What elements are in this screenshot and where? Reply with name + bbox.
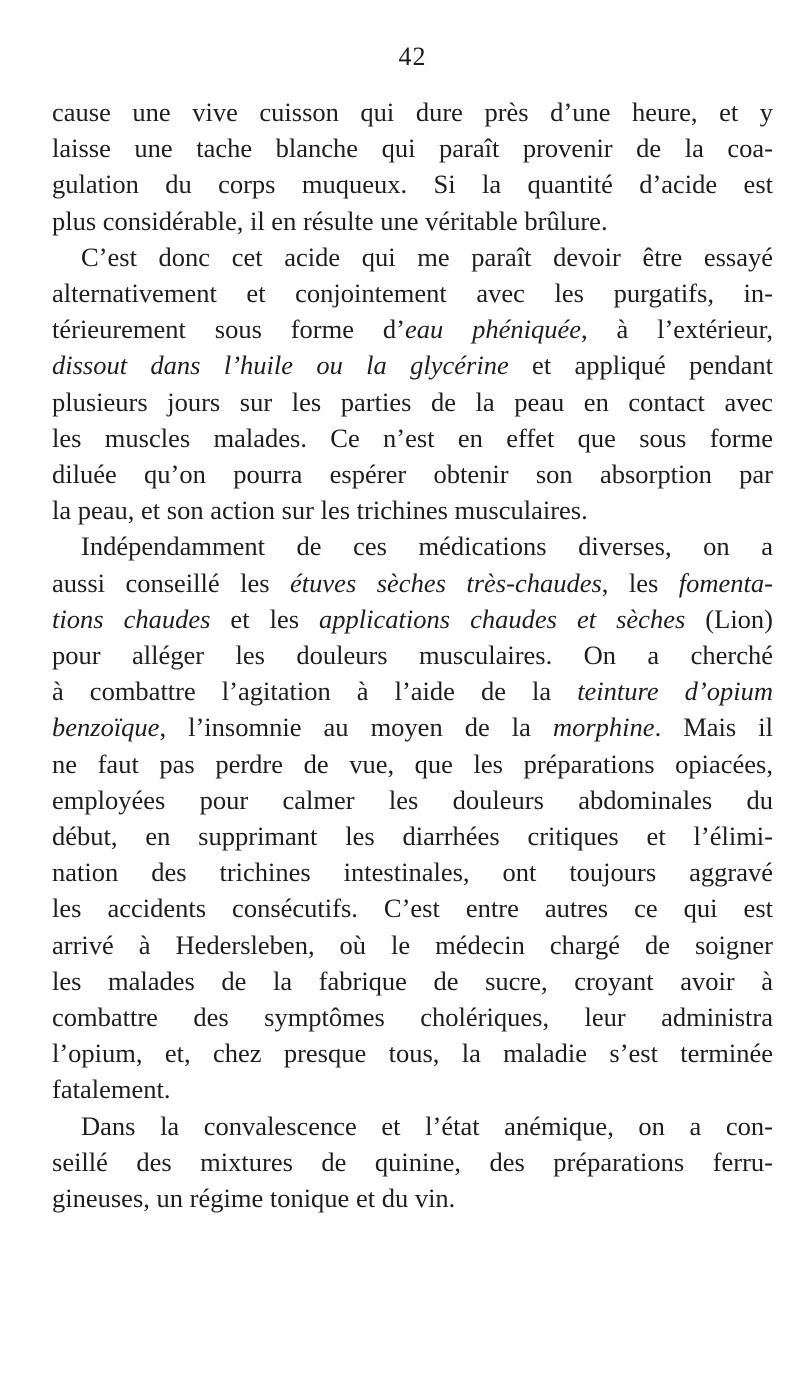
- page-number: 42: [398, 42, 427, 71]
- text-line: [52, 709, 773, 745]
- text-line: [52, 999, 773, 1035]
- text-segment: cause une vive cuisson qui dure près d’une heure, et y: [52, 97, 773, 127]
- italic-text: fomenta-: [678, 567, 773, 598]
- text-line: [52, 637, 773, 673]
- text-segment: C’est donc cet acide qui me paraît devoir être essayé: [81, 241, 773, 272]
- text-segment: . Mais il: [654, 712, 774, 743]
- italic-text: teinture d’opium: [577, 676, 774, 707]
- text-line: [52, 927, 773, 963]
- text-segment: les accidents consécutifs. C’est entre autres ce qui est: [52, 893, 773, 924]
- text-segment: les malades de la fabrique de sucre, croyant avoir à: [52, 965, 773, 996]
- text-segment: fatalement.: [52, 1074, 171, 1105]
- text-segment: , à l’extérieur,: [580, 314, 773, 345]
- italic-text: tions chaudes: [52, 603, 211, 634]
- text-line: [52, 456, 773, 492]
- text-line: [52, 311, 773, 347]
- text-segment: pour alléger les douleurs musculaires. On a cherché: [52, 640, 773, 671]
- text-line: [52, 384, 773, 420]
- text-line: [52, 854, 773, 890]
- text-line: [52, 746, 773, 782]
- text-segment: et appliqué pendant: [508, 350, 773, 381]
- text-line: [52, 601, 773, 637]
- text-segment: les muscles malades. Ce n’est en effet que sous forme: [52, 422, 773, 453]
- text-segment: alternativement et conjointement avec les purgatifs, in-: [52, 278, 773, 309]
- text-line: [52, 492, 773, 528]
- text-segment: (Lion): [685, 603, 774, 634]
- italic-text: étuves sèches très-chaudes: [290, 567, 602, 598]
- text-segment: l’opium, et, chez presque tous, la maladie s’est terminée: [52, 1038, 773, 1069]
- text-segment: térieurement sous forme d’: [52, 314, 405, 345]
- text-line: [52, 1180, 773, 1216]
- text-line: [52, 347, 773, 383]
- text-line: [52, 130, 773, 166]
- text-line: [52, 166, 773, 202]
- text-segment: combattre des symptômes cholériques, leur administra: [52, 1002, 773, 1033]
- text-line: [52, 203, 773, 239]
- text-segment: laisse une tache blanche qui paraît provenir de la coa-: [52, 133, 773, 164]
- text-line: [52, 1108, 773, 1144]
- text-segment: plusieurs jours sur les parties de la peau en contact avec: [52, 386, 773, 417]
- text-line: [52, 565, 773, 601]
- text-segment: employées pour calmer les douleurs abdominales du: [52, 784, 773, 815]
- text-segment: nation des trichines intestinales, ont toujours aggravé: [52, 857, 773, 888]
- text-line: [52, 673, 773, 709]
- text-segment: seillé des mixtures de quinine, des préparations ferru-: [52, 1146, 773, 1177]
- text-segment: Indépendamment de ces médications diverses, on a: [81, 531, 773, 562]
- text-segment: début, en supprimant les diarrhées critiques et l’élimi-: [52, 821, 773, 852]
- text-segment: gineuses, un régime tonique et du vin.: [52, 1183, 456, 1214]
- text-segment: , l’insomnie au moyen de la: [159, 712, 553, 743]
- text-segment: aussi conseillé les: [52, 567, 291, 598]
- text-line: [52, 1144, 773, 1180]
- text-line: [52, 239, 773, 275]
- text-segment: et les: [210, 603, 320, 634]
- text-segment: plus considérable, il en résulte une véritable brûlure.: [52, 205, 608, 236]
- text-line: [52, 1035, 773, 1071]
- text-line: [52, 420, 773, 456]
- text-segment: diluée qu’on pourra espérer obtenir son absorption par: [52, 459, 773, 490]
- text-line: [52, 528, 773, 564]
- text-segment: ne faut pas perdre de vue, que les préparations opiacées,: [52, 748, 773, 779]
- text-line: [52, 963, 773, 999]
- text-line: [52, 890, 773, 926]
- text-segment: arrivé à Hedersleben, où le médecin chargé de soigner: [52, 929, 773, 960]
- text-line: [52, 818, 773, 854]
- body-text: [52, 94, 773, 1216]
- italic-text: eau phéniquée: [404, 314, 581, 345]
- text-segment: à combattre l’agitation à l’aide de la: [52, 676, 578, 707]
- italic-text: morphine: [552, 712, 655, 743]
- text-line: [52, 1071, 773, 1107]
- text-segment: Dans la convalescence et l’état anémique, on a con-: [81, 1110, 773, 1141]
- text-segment: la peau, et son action sur les trichines musculaires.: [52, 495, 588, 526]
- italic-text: applications chaudes et sèches: [319, 603, 686, 634]
- text-line: [52, 94, 773, 130]
- text-segment: gulation du corps muqueux. Si la quantité d’acide est: [52, 169, 773, 200]
- italic-text: dissout dans l’huile ou la glycérine: [52, 350, 509, 381]
- text-segment: , les: [601, 567, 679, 598]
- text-line: [52, 275, 773, 311]
- italic-text: benzoïque: [52, 712, 160, 743]
- text-line: [52, 782, 773, 818]
